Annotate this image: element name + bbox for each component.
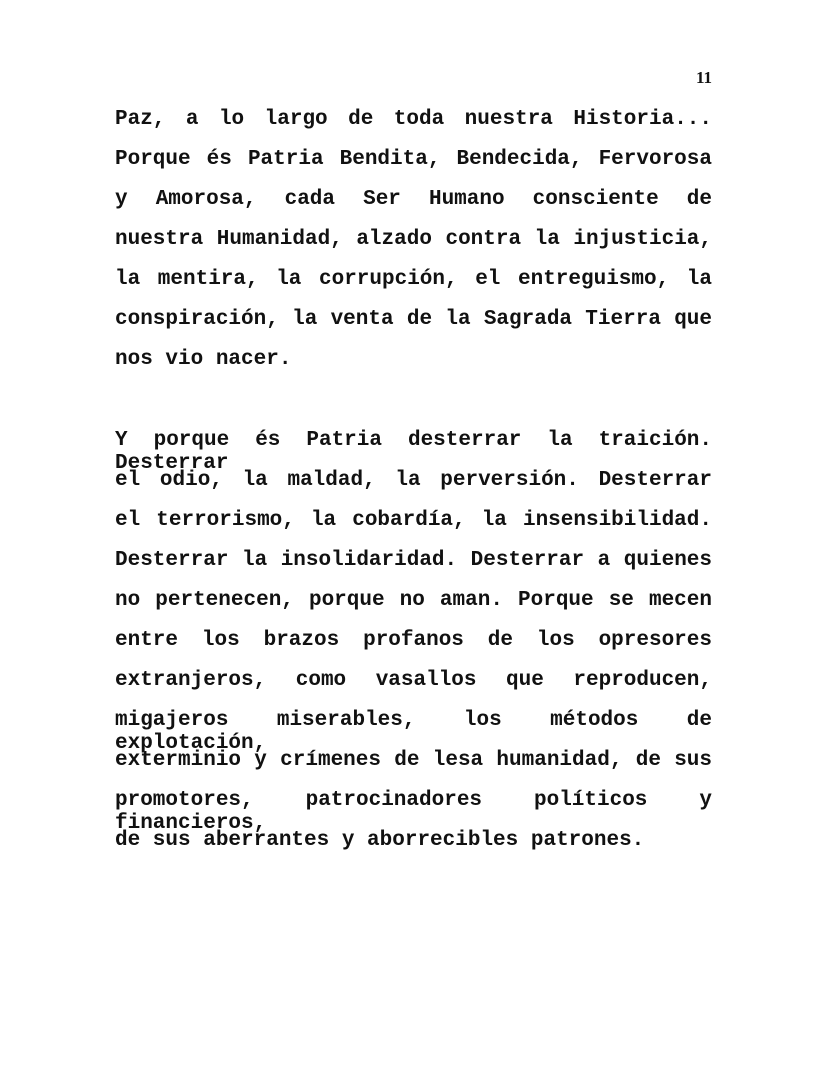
text-line: no pertenecen, porque no aman. Porque se mecen (115, 589, 712, 612)
text-line: el odio, la maldad, la perversión. Desterrar (115, 469, 712, 492)
text-line: Y porque és Patria desterrar la traición. Desterrar (115, 429, 712, 475)
text-line: promotores, patrocinadores políticos y financieros, (115, 789, 712, 835)
paragraph-2 (115, 429, 712, 869)
text-line: entre los brazos profanos de los opresores (115, 629, 712, 652)
text-line: conspiración, la venta de la Sagrada Tierra que (115, 308, 712, 331)
text-line: migajeros miserables, los métodos de explotación, (115, 709, 712, 755)
text-line: Porque és Patria Bendita, Bendecida, Fervorosa (115, 148, 712, 171)
text-line: y Amorosa, cada Ser Humano consciente de (115, 188, 712, 211)
paragraph-1 (115, 108, 712, 388)
text-line: Desterrar la insolidaridad. Desterrar a quienes (115, 549, 712, 572)
text-line: extranjeros, como vasallos que reproducen, (115, 669, 712, 692)
text-line: exterminio y crímenes de lesa humanidad, de sus (115, 749, 712, 772)
text-line: Paz, a lo largo de toda nuestra Historia... (115, 108, 712, 131)
text-line: nos vio nacer. (115, 348, 292, 371)
text-line: el terrorismo, la cobardía, la insensibilidad. (115, 509, 712, 532)
page-number: 11 (695, 68, 712, 87)
text-line: de sus aberrantes y aborrecibles patrones. (115, 829, 645, 852)
text-line: la mentira, la corrupción, el entreguismo, la (115, 268, 712, 291)
text-line: nuestra Humanidad, alzado contra la injusticia, (115, 228, 712, 251)
